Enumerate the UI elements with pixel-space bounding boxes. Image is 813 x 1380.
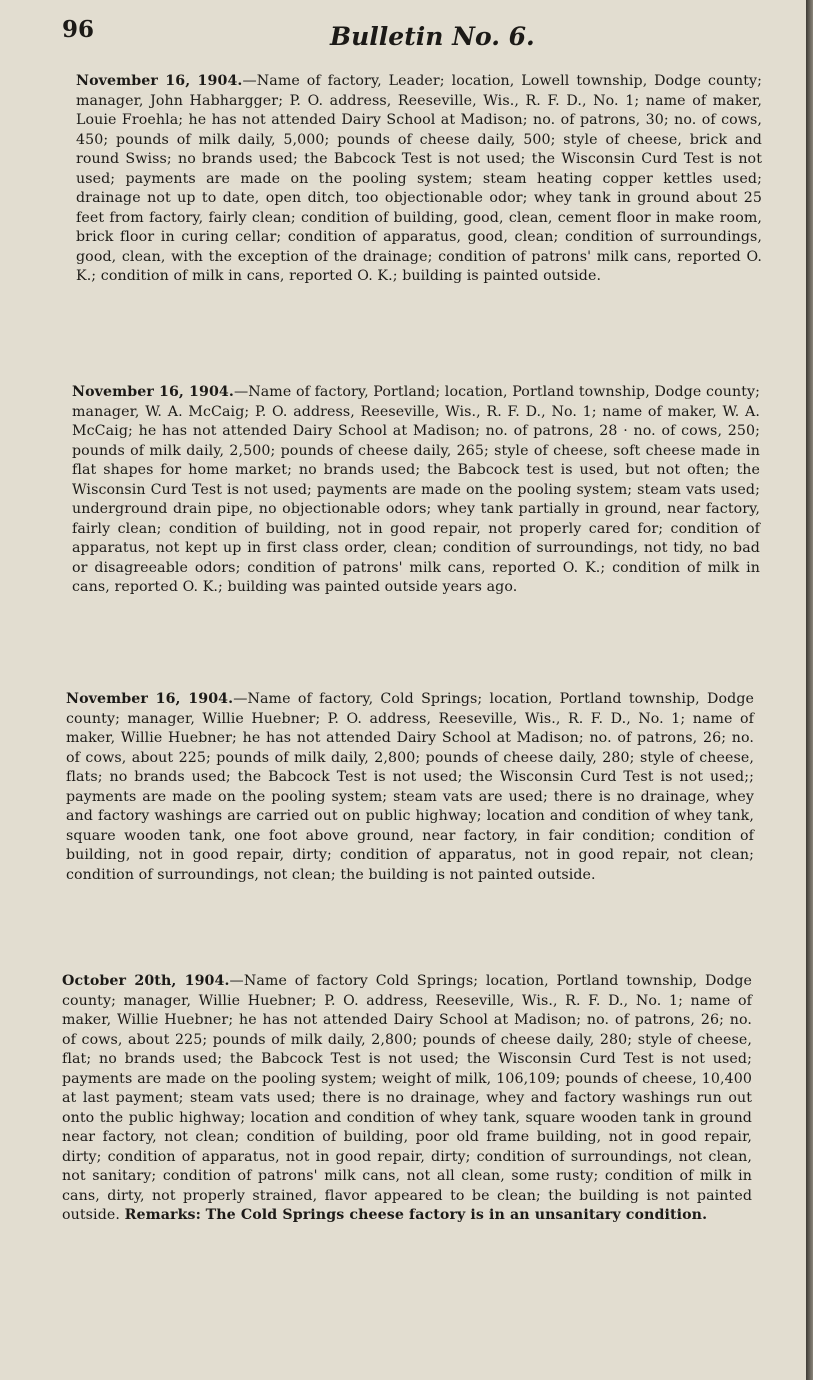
factory-entry: [76, 72, 762, 287]
entry-date: November 16, 1904.: [76, 73, 243, 89]
entry-date: November 16, 1904.: [66, 691, 234, 707]
entry-text: —Name of factory, Leader; location, Lowell township, Dodge county; manager, John Habhargger; P. O. address, Reeseville, Wis., R. F. D., No. 1; name of maker, Louie Froehla; he has not attended Dairy School at Madison; no. of patrons, 30; no. of cows, 450; pounds of milk daily, 5,000; pounds of cheese daily, 500; style of cheese, brick and round Swiss; no brands used; the Babcock Test is not used; the Wisconsin Curd Test is not used; payments are made on the pooling system; steam heating copper kettles used; drainage not up to date, open ditch, too objectionable odor; whey tank in ground about 25 feet from factory, fairly clean; condition of building, good, clean, cement floor in make room, brick floor in curing cellar; condition of apparatus, good, clean; condition of surroundings, good, clean, with the exception of the drainage; condition of patrons' milk cans, reported O. K.; condition of milk in cans, reported O. K.; building is painted outside.: [76, 73, 763, 284]
factory-entry: [72, 383, 760, 598]
entry-text: —Name of factory Cold Springs; location, Portland township, Dodge county; manager, Willie Huebner; P. O. address, Reeseville, Wis., R. F. D., No. 1; name of maker, Willie Huebner; he has not attended Dairy School at Madison; no. of patrons, 26; no. of cows, about 225; pounds of milk daily, 2,800; pounds of cheese daily, 280; style of cheese, flat; no brands used; the Babcock Test is not used; the Wisconsin Curd Test is not used; payments are made on the pooling system; weight of milk, 106,109; pounds of cheese, 10,400 at last payment; steam vats used; there is no drainage, whey and factory washings run out onto the public highway; location and condition of whey tank, square wooden tank in ground near factory, not clean; condition of building, poor old frame building, not in good repair, dirty; condition of apparatus, not in good repair, dirty; condition of surroundings, not clean, not sanitary; condition of patrons' milk cans, not all clean, some rusty; condition of milk in cans, dirty, not properly strained, flavor appeared to be clean; the building is not painted outside.: [62, 973, 752, 1223]
page-number: 96: [62, 16, 95, 43]
entry-text: —Name of factory, Portland; location, Portland township, Dodge county; manager, W. A. McCaig; P. O. address, Reeseville, Wis., R. F. D., No. 1; name of maker, W. A. McCaig; he has not attended Dairy School at Madison; no. of patrons, 28 · no. of cows, 250; pounds of milk daily, 2,500; pounds of cheese daily, 265; style of cheese, soft cheese made in flat shapes for home market; no brands used; the Babcock test is used, but not often; the Wisconsin Curd Test is not used; payments are made on the pooling system; steam vats used; underground drain pipe, no objectionable odors; whey tank partially in ground, near factory, fairly clean; condition of building, not in good repair, not properly cared for; condition of apparatus, not kept up in first class order, clean; condition of surroundings, not tidy, no bad or disagreeable odors; condition of patrons' milk cans, reported O. K.; condition of milk in cans, reported O. K.; building was painted outside years ago.: [72, 384, 760, 595]
remarks-text: The Cold Springs cheese factory is in an unsanitary condition.: [205, 1207, 708, 1223]
entry-date: October 20th, 1904.: [62, 973, 230, 989]
entry-text: —Name of factory, Cold Springs; location, Portland township, Dodge county; manager, Willie Huebner; P. O. address, Reeseville, Wis., R. F. D., No. 1; name of maker, Willie Huebner; he has not attended Dairy School at Madison; no. of patrons, 26; no. of cows, about 225; pounds of milk daily, 2,800; pounds of cheese daily, 280; style of cheese, flats; no brands used; the Babcock Test is not used; the Wisconsin Curd Test is not used;; payments are made on the pooling system; steam vats are used; there is no drainage, whey and factory washings are carried out on public highway; location and condition of whey tank, square wooden tank, one foot above ground, near factory, in fair condition; condition of building, not in good repair, dirty; condition of apparatus, not in good repair, not clean; condition of surroundings, not clean; the building is not painted outside.: [66, 691, 754, 883]
factory-entry: [62, 972, 752, 1226]
page-edge-shadow: [806, 0, 813, 1380]
remarks-label: Remarks:: [124, 1207, 201, 1223]
entry-date: November 16, 1904.: [72, 384, 234, 400]
factory-entry: [66, 690, 754, 885]
running-head-title: Bulletin No. 6.: [330, 22, 535, 51]
